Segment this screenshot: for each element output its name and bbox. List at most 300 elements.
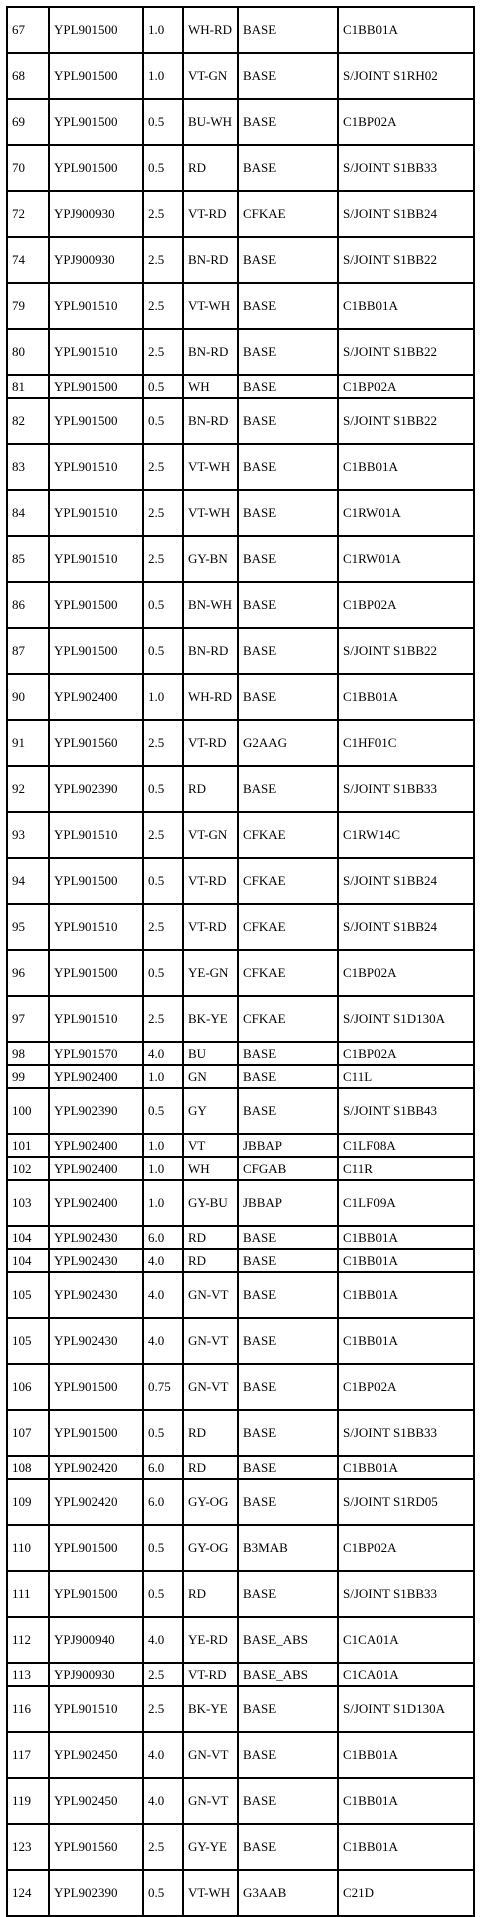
- table-row: [7, 99, 474, 145]
- table-row: [7, 1249, 474, 1272]
- wire-size-cell: 4.0: [143, 1732, 183, 1778]
- wire-color-cell: RD: [183, 766, 238, 812]
- table-row: [7, 996, 474, 1042]
- wire-color-cell: RD: [183, 1410, 238, 1456]
- wire-size-cell: 0.5: [143, 628, 183, 674]
- connector-cell: C1BP02A: [338, 1525, 474, 1571]
- wire-number-cell: 72: [7, 191, 49, 237]
- wire-number-cell: 123: [7, 1824, 49, 1870]
- table-row: [7, 1456, 474, 1479]
- wire-number-cell: 93: [7, 812, 49, 858]
- connector-cell: S/JOINT S1BB24: [338, 904, 474, 950]
- table-row: [7, 375, 474, 398]
- wire-number-cell: 119: [7, 1778, 49, 1824]
- part-number-cell: YPL901510: [49, 996, 143, 1042]
- wire-number-cell: 70: [7, 145, 49, 191]
- wire-size-cell: 2.5: [143, 1824, 183, 1870]
- circuit-code-cell: BASE: [238, 99, 338, 145]
- connector-cell: S/JOINT S1BB22: [338, 237, 474, 283]
- table-row: [7, 444, 474, 490]
- wire-color-cell: VT: [183, 1134, 238, 1157]
- wire-number-cell: 101: [7, 1134, 49, 1157]
- wire-number-cell: 117: [7, 1732, 49, 1778]
- wire-number-cell: 100: [7, 1088, 49, 1134]
- table-row: [7, 1617, 474, 1663]
- wire-number-cell: 69: [7, 99, 49, 145]
- connector-cell: C1BB01A: [338, 674, 474, 720]
- wire-number-cell: 104: [7, 1226, 49, 1249]
- table-row: [7, 398, 474, 444]
- part-number-cell: YPL901510: [49, 444, 143, 490]
- connector-cell: S/JOINT S1D130A: [338, 996, 474, 1042]
- wire-color-cell: GN-VT: [183, 1272, 238, 1318]
- circuit-code-cell: CFKAE: [238, 858, 338, 904]
- wire-size-cell: 6.0: [143, 1226, 183, 1249]
- part-number-cell: YPL901500: [49, 53, 143, 99]
- wire-size-cell: 1.0: [143, 1134, 183, 1157]
- wire-number-cell: 112: [7, 1617, 49, 1663]
- wire-number-cell: 80: [7, 329, 49, 375]
- wire-size-cell: 0.5: [143, 858, 183, 904]
- table-row: [7, 582, 474, 628]
- wire-size-cell: 2.5: [143, 536, 183, 582]
- wire-size-cell: 0.5: [143, 582, 183, 628]
- table-row: [7, 536, 474, 582]
- wire-color-cell: BN-RD: [183, 628, 238, 674]
- wire-number-cell: 106: [7, 1364, 49, 1410]
- circuit-code-cell: BASE: [238, 1364, 338, 1410]
- part-number-cell: YPJ900930: [49, 1663, 143, 1686]
- connector-cell: C1BB01A: [338, 1249, 474, 1272]
- wire-size-cell: 0.5: [143, 1870, 183, 1916]
- wire-number-cell: 91: [7, 720, 49, 766]
- wire-number-cell: 103: [7, 1180, 49, 1226]
- wire-size-cell: 0.5: [143, 1571, 183, 1617]
- table-row: [7, 145, 474, 191]
- circuit-code-cell: JBBAP: [238, 1180, 338, 1226]
- wire-color-cell: RD: [183, 145, 238, 191]
- wire-number-cell: 84: [7, 490, 49, 536]
- connector-cell: S/JOINT S1BB33: [338, 1410, 474, 1456]
- circuit-code-cell: BASE: [238, 490, 338, 536]
- wire-number-cell: 95: [7, 904, 49, 950]
- part-number-cell: YPL901500: [49, 1525, 143, 1571]
- circuit-code-cell: CFKAE: [238, 950, 338, 996]
- wire-number-cell: 86: [7, 582, 49, 628]
- circuit-code-cell: BASE: [238, 582, 338, 628]
- wire-number-cell: 111: [7, 1571, 49, 1617]
- table-row: [7, 628, 474, 674]
- table-row: [7, 53, 474, 99]
- part-number-cell: YPL902400: [49, 1157, 143, 1180]
- circuit-code-cell: BASE: [238, 7, 338, 53]
- wire-color-cell: GN: [183, 1065, 238, 1088]
- part-number-cell: YPL901570: [49, 1042, 143, 1065]
- table-row: [7, 1479, 474, 1525]
- connector-cell: C1BB01A: [338, 1778, 474, 1824]
- wire-color-cell: VT-GN: [183, 812, 238, 858]
- wire-number-cell: 104: [7, 1249, 49, 1272]
- table-row: [7, 1157, 474, 1180]
- wire-number-cell: 85: [7, 536, 49, 582]
- table-row: [7, 283, 474, 329]
- connector-cell: C1BB01A: [338, 1226, 474, 1249]
- circuit-code-cell: B3MAB: [238, 1525, 338, 1571]
- table-row: [7, 1088, 474, 1134]
- table-row: [7, 1663, 474, 1686]
- part-number-cell: YPL902450: [49, 1732, 143, 1778]
- circuit-code-cell: BASE: [238, 1318, 338, 1364]
- wire-size-cell: 2.5: [143, 720, 183, 766]
- circuit-code-cell: BASE_ABS: [238, 1617, 338, 1663]
- table-row: [7, 1226, 474, 1249]
- circuit-code-cell: BASE: [238, 1410, 338, 1456]
- wire-color-cell: VT-RD: [183, 191, 238, 237]
- table-row: [7, 1571, 474, 1617]
- table-row: [7, 1042, 474, 1065]
- wire-color-cell: VT-RD: [183, 720, 238, 766]
- wire-color-cell: GY-BU: [183, 1180, 238, 1226]
- circuit-code-cell: BASE: [238, 145, 338, 191]
- table-row: [7, 1870, 474, 1916]
- table-row: [7, 1134, 474, 1157]
- wire-number-cell: 82: [7, 398, 49, 444]
- part-number-cell: YPJ900930: [49, 191, 143, 237]
- connector-cell: C1RW01A: [338, 490, 474, 536]
- wire-color-cell: VT-WH: [183, 283, 238, 329]
- circuit-code-cell: CFGAB: [238, 1157, 338, 1180]
- wire-color-cell: YE-RD: [183, 1617, 238, 1663]
- wire-size-cell: 2.5: [143, 329, 183, 375]
- wire-color-cell: RD: [183, 1226, 238, 1249]
- part-number-cell: YPL901510: [49, 904, 143, 950]
- connector-cell: C1BB01A: [338, 283, 474, 329]
- table-row: [7, 950, 474, 996]
- circuit-code-cell: BASE: [238, 1088, 338, 1134]
- wire-number-cell: 68: [7, 53, 49, 99]
- wire-color-cell: VT-WH: [183, 1870, 238, 1916]
- wire-color-cell: WH-RD: [183, 7, 238, 53]
- wire-color-cell: VT-GN: [183, 53, 238, 99]
- connector-cell: C1BB01A: [338, 7, 474, 53]
- wire-size-cell: 0.5: [143, 375, 183, 398]
- circuit-code-cell: BASE: [238, 444, 338, 490]
- connector-cell: C1HF01C: [338, 720, 474, 766]
- connector-cell: C1CA01A: [338, 1617, 474, 1663]
- part-number-cell: YPL901500: [49, 99, 143, 145]
- wire-list-body: [7, 7, 474, 1916]
- wire-size-cell: 1.0: [143, 1065, 183, 1088]
- circuit-code-cell: CFKAE: [238, 904, 338, 950]
- table-row: [7, 1824, 474, 1870]
- connector-cell: C1RW01A: [338, 536, 474, 582]
- wire-color-cell: BK-YE: [183, 996, 238, 1042]
- wire-number-cell: 79: [7, 283, 49, 329]
- part-number-cell: YPL901500: [49, 1364, 143, 1410]
- wire-number-cell: 87: [7, 628, 49, 674]
- wire-color-cell: VT-WH: [183, 444, 238, 490]
- wire-number-cell: 98: [7, 1042, 49, 1065]
- connector-cell: C1BP02A: [338, 950, 474, 996]
- wire-size-cell: 2.5: [143, 444, 183, 490]
- wire-color-cell: BU-WH: [183, 99, 238, 145]
- wire-color-cell: GY-OG: [183, 1525, 238, 1571]
- circuit-code-cell: CFKAE: [238, 996, 338, 1042]
- circuit-code-cell: G2AAG: [238, 720, 338, 766]
- connector-cell: C11R: [338, 1157, 474, 1180]
- part-number-cell: YPL901500: [49, 1571, 143, 1617]
- connector-cell: C1BB01A: [338, 444, 474, 490]
- table-row: [7, 490, 474, 536]
- part-number-cell: YPL901500: [49, 628, 143, 674]
- table-row: [7, 1065, 474, 1088]
- wire-size-cell: 2.5: [143, 812, 183, 858]
- circuit-code-cell: BASE: [238, 375, 338, 398]
- circuit-code-cell: G3AAB: [238, 1870, 338, 1916]
- wire-color-cell: GY-BN: [183, 536, 238, 582]
- wire-size-cell: 4.0: [143, 1249, 183, 1272]
- connector-cell: C1BP02A: [338, 1042, 474, 1065]
- circuit-code-cell: BASE: [238, 536, 338, 582]
- table-row: [7, 812, 474, 858]
- part-number-cell: YPL901560: [49, 1824, 143, 1870]
- wire-number-cell: 116: [7, 1686, 49, 1732]
- table-row: [7, 1364, 474, 1410]
- part-number-cell: YPL901510: [49, 1686, 143, 1732]
- wire-size-cell: 0.5: [143, 1525, 183, 1571]
- wire-number-cell: 96: [7, 950, 49, 996]
- part-number-cell: YPL901510: [49, 329, 143, 375]
- wire-size-cell: 1.0: [143, 7, 183, 53]
- wire-size-cell: 2.5: [143, 191, 183, 237]
- connector-cell: C1BB01A: [338, 1272, 474, 1318]
- circuit-code-cell: BASE: [238, 53, 338, 99]
- wire-size-cell: 4.0: [143, 1042, 183, 1065]
- wire-number-cell: 105: [7, 1272, 49, 1318]
- wire-number-cell: 107: [7, 1410, 49, 1456]
- wire-color-cell: VT-RD: [183, 904, 238, 950]
- circuit-code-cell: BASE: [238, 329, 338, 375]
- connector-cell: C1LF08A: [338, 1134, 474, 1157]
- circuit-code-cell: BASE: [238, 1686, 338, 1732]
- wire-size-cell: 4.0: [143, 1778, 183, 1824]
- wire-color-cell: WH: [183, 1157, 238, 1180]
- wire-size-cell: 2.5: [143, 237, 183, 283]
- connector-cell: S/JOINT S1BB33: [338, 766, 474, 812]
- connector-cell: S/JOINT S1BB22: [338, 628, 474, 674]
- connector-cell: C1BP02A: [338, 1364, 474, 1410]
- table-row: [7, 1732, 474, 1778]
- part-number-cell: YPL901500: [49, 145, 143, 191]
- wire-size-cell: 1.0: [143, 1157, 183, 1180]
- wire-number-cell: 99: [7, 1065, 49, 1088]
- wire-number-cell: 105: [7, 1318, 49, 1364]
- part-number-cell: YPL901500: [49, 375, 143, 398]
- wire-size-cell: 6.0: [143, 1479, 183, 1525]
- circuit-code-cell: BASE: [238, 237, 338, 283]
- part-number-cell: YPL902390: [49, 1088, 143, 1134]
- wire-size-cell: 1.0: [143, 1180, 183, 1226]
- table-row: [7, 674, 474, 720]
- connector-cell: C1BP02A: [338, 99, 474, 145]
- wire-size-cell: 2.5: [143, 996, 183, 1042]
- circuit-code-cell: BASE: [238, 1479, 338, 1525]
- part-number-cell: YPL902430: [49, 1272, 143, 1318]
- wire-size-cell: 2.5: [143, 490, 183, 536]
- circuit-code-cell: BASE: [238, 628, 338, 674]
- connector-cell: C1BB01A: [338, 1456, 474, 1479]
- part-number-cell: YPL902430: [49, 1318, 143, 1364]
- circuit-code-cell: CFKAE: [238, 191, 338, 237]
- part-number-cell: YPL902450: [49, 1778, 143, 1824]
- wire-size-cell: 0.5: [143, 99, 183, 145]
- table-row: [7, 191, 474, 237]
- circuit-code-cell: BASE: [238, 1065, 338, 1088]
- circuit-code-cell: BASE: [238, 674, 338, 720]
- circuit-code-cell: BASE: [238, 1272, 338, 1318]
- part-number-cell: YPL902420: [49, 1456, 143, 1479]
- wire-size-cell: 2.5: [143, 1686, 183, 1732]
- part-number-cell: YPL902400: [49, 1065, 143, 1088]
- connector-cell: C11L: [338, 1065, 474, 1088]
- table-row: [7, 1180, 474, 1226]
- connector-cell: S/JOINT S1BB24: [338, 191, 474, 237]
- circuit-code-cell: BASE: [238, 1778, 338, 1824]
- table-row: [7, 1410, 474, 1456]
- wire-color-cell: GN-VT: [183, 1364, 238, 1410]
- connector-cell: C1RW14C: [338, 812, 474, 858]
- wire-number-cell: 124: [7, 1870, 49, 1916]
- wire-number-cell: 74: [7, 237, 49, 283]
- connector-cell: C1BB01A: [338, 1732, 474, 1778]
- part-number-cell: YPL901500: [49, 398, 143, 444]
- wire-size-cell: 2.5: [143, 1663, 183, 1686]
- wire-size-cell: 4.0: [143, 1272, 183, 1318]
- part-number-cell: YPL901510: [49, 283, 143, 329]
- table-row: [7, 858, 474, 904]
- part-number-cell: YPL901500: [49, 950, 143, 996]
- circuit-code-cell: BASE: [238, 1456, 338, 1479]
- part-number-cell: YPL901500: [49, 1410, 143, 1456]
- part-number-cell: YPJ900940: [49, 1617, 143, 1663]
- part-number-cell: YPJ900930: [49, 237, 143, 283]
- circuit-code-cell: BASE_ABS: [238, 1663, 338, 1686]
- part-number-cell: YPL902400: [49, 1180, 143, 1226]
- wire-number-cell: 113: [7, 1663, 49, 1686]
- wire-size-cell: 0.5: [143, 1410, 183, 1456]
- part-number-cell: YPL902390: [49, 1870, 143, 1916]
- part-number-cell: YPL902430: [49, 1226, 143, 1249]
- wire-number-cell: 83: [7, 444, 49, 490]
- circuit-code-cell: BASE: [238, 1249, 338, 1272]
- circuit-code-cell: JBBAP: [238, 1134, 338, 1157]
- part-number-cell: YPL901500: [49, 858, 143, 904]
- wire-color-cell: RD: [183, 1456, 238, 1479]
- wire-size-cell: 2.5: [143, 904, 183, 950]
- circuit-code-cell: BASE: [238, 1732, 338, 1778]
- wire-color-cell: BK-YE: [183, 1686, 238, 1732]
- wire-number-cell: 97: [7, 996, 49, 1042]
- wire-number-cell: 109: [7, 1479, 49, 1525]
- wire-number-cell: 90: [7, 674, 49, 720]
- connector-cell: C21D: [338, 1870, 474, 1916]
- connector-cell: S/JOINT S1BB33: [338, 145, 474, 191]
- part-number-cell: YPL901510: [49, 536, 143, 582]
- wire-size-cell: 0.5: [143, 1088, 183, 1134]
- wire-color-cell: WH: [183, 375, 238, 398]
- connector-cell: S/JOINT S1BB33: [338, 1571, 474, 1617]
- wire-color-cell: BN-RD: [183, 398, 238, 444]
- wire-size-cell: 0.5: [143, 766, 183, 812]
- connector-cell: C1LF09A: [338, 1180, 474, 1226]
- circuit-code-cell: BASE: [238, 1042, 338, 1065]
- table-row: [7, 237, 474, 283]
- table-row: [7, 1778, 474, 1824]
- part-number-cell: YPL901510: [49, 490, 143, 536]
- wire-color-cell: YE-GN: [183, 950, 238, 996]
- table-row: [7, 1525, 474, 1571]
- part-number-cell: YPL902400: [49, 674, 143, 720]
- part-number-cell: YPL901560: [49, 720, 143, 766]
- part-number-cell: YPL901500: [49, 7, 143, 53]
- part-number-cell: YPL902400: [49, 1134, 143, 1157]
- wire-color-cell: GN-VT: [183, 1732, 238, 1778]
- table-row: [7, 329, 474, 375]
- connector-cell: S/JOINT S1D130A: [338, 1686, 474, 1732]
- wire-size-cell: 2.5: [143, 283, 183, 329]
- circuit-code-cell: BASE: [238, 1571, 338, 1617]
- circuit-code-cell: BASE: [238, 283, 338, 329]
- wire-color-cell: GY-OG: [183, 1479, 238, 1525]
- table-row: [7, 720, 474, 766]
- wire-color-cell: VT-WH: [183, 490, 238, 536]
- circuit-code-cell: BASE: [238, 1226, 338, 1249]
- wire-color-cell: RD: [183, 1249, 238, 1272]
- wire-number-cell: 102: [7, 1157, 49, 1180]
- connector-cell: C1BP02A: [338, 582, 474, 628]
- wire-number-cell: 81: [7, 375, 49, 398]
- wire-size-cell: 4.0: [143, 1617, 183, 1663]
- wire-size-cell: 1.0: [143, 674, 183, 720]
- circuit-code-cell: BASE: [238, 398, 338, 444]
- part-number-cell: YPL901510: [49, 812, 143, 858]
- table-row: [7, 1318, 474, 1364]
- circuit-code-cell: BASE: [238, 1824, 338, 1870]
- wire-number-cell: 110: [7, 1525, 49, 1571]
- table-row: [7, 904, 474, 950]
- connector-cell: C1BP02A: [338, 375, 474, 398]
- wire-color-cell: GY-YE: [183, 1824, 238, 1870]
- wire-size-cell: 0.5: [143, 950, 183, 996]
- wire-color-cell: RD: [183, 1571, 238, 1617]
- wire-color-cell: GN-VT: [183, 1778, 238, 1824]
- wire-color-cell: GN-VT: [183, 1318, 238, 1364]
- wire-size-cell: 0.5: [143, 145, 183, 191]
- table-row: [7, 1686, 474, 1732]
- table-row: [7, 1272, 474, 1318]
- part-number-cell: YPL901500: [49, 582, 143, 628]
- circuit-code-cell: BASE: [238, 766, 338, 812]
- part-number-cell: YPL902420: [49, 1479, 143, 1525]
- connector-cell: C1CA01A: [338, 1663, 474, 1686]
- connector-cell: S/JOINT S1BB22: [338, 329, 474, 375]
- part-number-cell: YPL902430: [49, 1249, 143, 1272]
- wire-size-cell: 4.0: [143, 1318, 183, 1364]
- part-number-cell: YPL902390: [49, 766, 143, 812]
- wire-color-cell: BN-RD: [183, 237, 238, 283]
- table-row: [7, 7, 474, 53]
- wire-size-cell: 0.75: [143, 1364, 183, 1410]
